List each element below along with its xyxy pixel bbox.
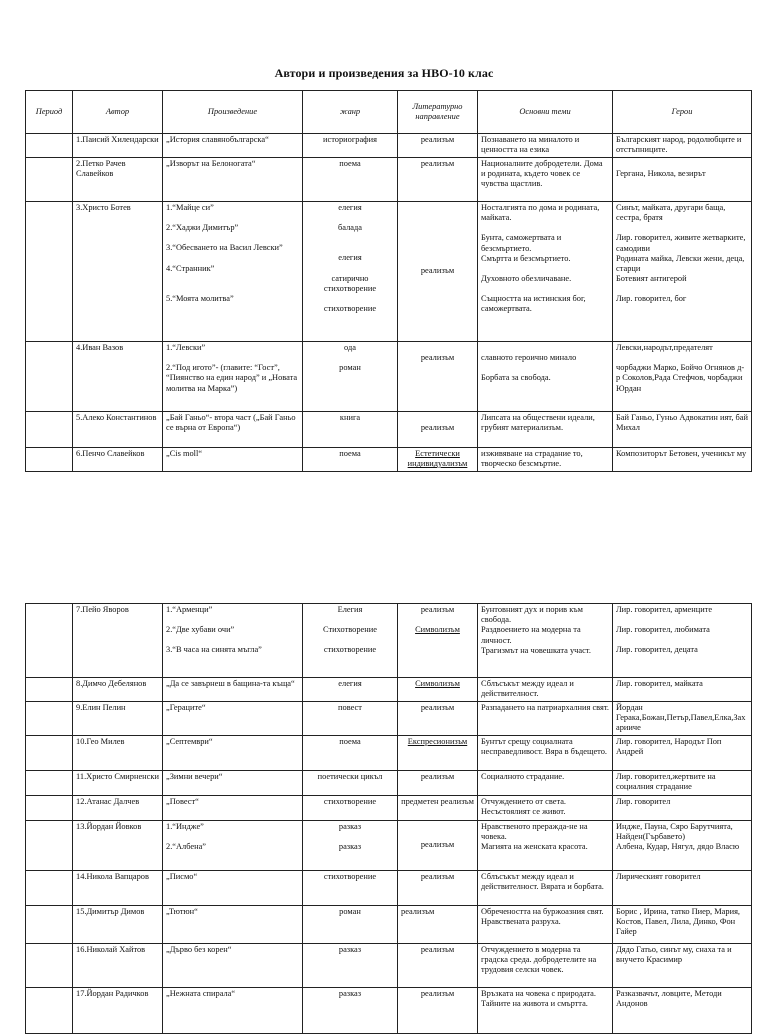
themes-cell: Националните добродетели. Дома и родината, където човек се чувства щастлив.	[478, 158, 613, 202]
genre-cell: повест	[303, 702, 398, 736]
direction-cell: реализъм	[398, 202, 478, 342]
header-period: Период	[26, 91, 73, 134]
hero-item: чорбаджи Марко, Бойчо Огнянов д-р Соколов,Рада Стефчов, чорбаджи Юрдан	[616, 363, 745, 393]
genre-cell: поема	[303, 735, 398, 770]
header-themes: Основни теми	[478, 91, 613, 134]
work-cell: „Изворът на Белоногата“	[163, 158, 303, 202]
period-cell	[26, 795, 73, 820]
header-genre: жанр	[303, 91, 398, 134]
hero-item: Лир. говорител, любимата	[616, 625, 710, 635]
author-cell: 10.Гео Милев	[73, 735, 163, 770]
header-author: Автор	[73, 91, 163, 134]
hero-item: Лир. говорител, децата	[616, 645, 698, 655]
author-cell: 8.Димчо Дебелянов	[73, 678, 163, 702]
heroes-cell: Лир. говорител,жертвите на социалния страдание	[613, 770, 752, 795]
theme-item: Носталгията по дома и родината, майката.	[481, 203, 600, 223]
hero-item: Лир. говорител, живите жетварките, самодиви	[616, 233, 746, 253]
work-cell: „Нежната спирала“	[163, 987, 303, 1033]
theme-item: Нравственото преражда-не на човека.	[481, 821, 588, 841]
theme-item: Магията на женската красота.	[481, 842, 588, 852]
work-item: 2.“Албена”	[166, 841, 207, 851]
heroes-cell	[613, 158, 752, 202]
table-row	[26, 905, 752, 943]
genre-cell: поема	[303, 448, 398, 472]
genre-item: елегия	[338, 203, 362, 212]
work-cell: „Бай Ганьо“- втора част („Бай Ганьо се върна от Европа“)	[163, 412, 303, 448]
hero-item: Родината майка, Левски жени, деца, старци	[616, 253, 745, 274]
heroes-cell	[613, 604, 752, 678]
table-row	[26, 770, 752, 795]
table-row	[26, 412, 752, 448]
themes-cell: Липсата на обществени идеали, грубият материализъм.	[478, 412, 613, 448]
themes-cell: Бунтът срещу социалната несправедливост. Вяра в бъдещето.	[478, 735, 613, 770]
work-item: 2.“Хаджи Димитър”	[166, 223, 239, 233]
genre-cell: роман	[303, 905, 398, 943]
heroes-text: Гергана, Никола, везирът	[616, 169, 706, 178]
table-row	[26, 158, 752, 202]
genre-cell: стихотворение	[303, 795, 398, 820]
period-cell	[26, 820, 73, 870]
work-cell	[163, 820, 303, 870]
direction-cell: Експресионизъм	[398, 735, 478, 770]
author-cell: 15.Димитър Димов	[73, 905, 163, 943]
authors-table-part-2	[25, 603, 752, 1034]
themes-cell: Сблъсъкът между идеал и действителност.	[478, 678, 613, 702]
direction-item: реализъм	[420, 605, 455, 614]
hero-item: Синът, майката, другари баща, сестра, братя	[616, 203, 726, 223]
genre-item: стихотворение	[323, 304, 377, 314]
genre-item: ода	[344, 343, 356, 352]
work-item: 3.“В часа на синята мъгла”	[166, 645, 262, 655]
themes-cell	[478, 604, 613, 678]
genre-cell: книга	[303, 412, 398, 448]
work-item: 4.“Странник”	[166, 263, 215, 273]
themes-cell: Разпадането на патриархалния свят.	[478, 702, 613, 736]
table-row	[26, 702, 752, 736]
heroes-cell	[613, 820, 752, 870]
table-row	[26, 870, 752, 905]
genre-cell	[303, 342, 398, 412]
authors-table-part-1	[25, 90, 752, 472]
themes-cell: изживяване на страдание то, творческо безсмъртие.	[478, 448, 613, 472]
genre-cell: разказ	[303, 987, 398, 1033]
hero-item: Индже, Пауна, Сяро Барутчията, Найден(Гърбавето)	[616, 821, 733, 841]
themes-cell: Отчуждението от света. Несъстоялият се живот.	[478, 795, 613, 820]
heroes-cell	[613, 342, 752, 412]
direction-cell: реализъм	[398, 134, 478, 158]
work-cell: „Дърво без корен“	[163, 943, 303, 987]
header-heroes: Герои	[613, 91, 752, 134]
direction-cell: реализъм	[398, 987, 478, 1033]
author-cell: 6.Пенчо Славейков	[73, 448, 163, 472]
direction-cell: реализъм	[398, 158, 478, 202]
heroes-cell: Лир. говорител	[613, 795, 752, 820]
direction-cell: Естетически индивидуализъм	[398, 448, 478, 472]
genre-item: разказ	[338, 821, 362, 831]
period-cell	[26, 604, 73, 678]
author-cell: 9.Елин Пелин	[73, 702, 163, 736]
themes-cell: Връзката на човека с природата. Тайните на живота и смъртта.	[478, 987, 613, 1033]
author-cell: 1.Паисий Хилендарски	[73, 134, 163, 158]
themes-cell	[478, 820, 613, 870]
themes-cell: Познаването на миналото и ценността на езика	[478, 134, 613, 158]
direction-cell: реализъм	[398, 905, 478, 943]
heroes-cell: Разказвачът, ловците, Методи Андонов	[613, 987, 752, 1033]
heroes-cell	[613, 202, 752, 342]
work-item: 1.“Индже”	[166, 821, 204, 831]
genre-item: сатирично стихотворение	[323, 273, 377, 293]
work-cell: „Повест“	[163, 795, 303, 820]
heroes-cell: Дядо Гатьо, синът му, снаха та и внучето Красимир	[613, 943, 752, 987]
theme-item: Същността на истинския бог, саможертвата.	[481, 294, 586, 314]
period-cell	[26, 905, 73, 943]
theme-item: Раздвоението на модерна та личност.	[481, 625, 581, 645]
genre-item: Елегия	[337, 605, 363, 614]
table-row	[26, 134, 752, 158]
work-cell	[163, 604, 303, 678]
work-item: 1.“Майце си”	[166, 203, 214, 212]
genre-item: разказ	[338, 841, 362, 851]
direction-cell: реализъм	[398, 702, 478, 736]
hero-item: Лир. говорител, арменците	[616, 605, 713, 614]
genre-item: елегия	[338, 253, 362, 263]
direction-text: реализъм	[420, 423, 455, 432]
period-cell	[26, 987, 73, 1033]
period-cell	[26, 702, 73, 736]
author-cell: 12.Атанас Далчев	[73, 795, 163, 820]
period-cell	[26, 735, 73, 770]
direction-cell	[398, 604, 478, 678]
themes-cell: Отчуждението в модерна та градска среда. добродетелите на трудовия селски човек.	[478, 943, 613, 987]
table-row	[26, 604, 752, 678]
work-cell	[163, 202, 303, 342]
genre-item: балада	[338, 223, 362, 233]
period-cell	[26, 448, 73, 472]
theme-item: Духовното обезличаване.	[481, 274, 572, 284]
direction-cell: реализъм	[398, 870, 478, 905]
work-item: 2.“Под игото”- (главите: “Гост”, “Пиянство на един народ” и „Новата молитва на Марка”)	[166, 363, 298, 393]
header-direction: Литературно направление	[398, 91, 478, 134]
themes-cell: Социалното страдание.	[478, 770, 613, 795]
table-row	[26, 987, 752, 1033]
theme-item: Трагизмът на човешката участ.	[481, 645, 591, 655]
heroes-cell: Борис , Ирина, татко Пиер, Мария, Костов, Павел, Лила, Динко, Фон Гайер	[613, 905, 752, 943]
work-cell: „История славянобългарска“	[163, 134, 303, 158]
genre-item: роман	[339, 363, 361, 373]
work-cell: „Септември“	[163, 735, 303, 770]
genre-cell: разказ	[303, 943, 398, 987]
period-cell	[26, 342, 73, 412]
theme-item: Смъртта и безсмъртието.	[481, 253, 571, 263]
genre-cell	[303, 604, 398, 678]
work-cell: „Да се завърнеш в бащина-та къща“	[163, 678, 303, 702]
author-cell: 4.Иван Вазов	[73, 342, 163, 412]
work-item: 2.“Две хубави очи”	[166, 625, 235, 635]
genre-cell: поема	[303, 158, 398, 202]
heroes-cell: Лир. говорител, Народът Поп Андрей	[613, 735, 752, 770]
work-item: 5.“Моята молитва”	[166, 293, 234, 303]
author-cell: 3.Христо Ботев	[73, 202, 163, 342]
work-cell	[163, 342, 303, 412]
author-cell: 14.Никола Вапцаров	[73, 870, 163, 905]
table-header-row	[26, 91, 752, 134]
period-cell	[26, 678, 73, 702]
direction-cell: Символизъм	[398, 678, 478, 702]
direction-cell: реализъм	[398, 943, 478, 987]
period-cell	[26, 770, 73, 795]
theme-item: Бунта, саможертвата и безсмъртието.	[481, 233, 562, 253]
table-row	[26, 342, 752, 412]
hero-item: Лир. говорител, бог	[616, 294, 687, 304]
period-cell	[26, 202, 73, 342]
genre-cell	[303, 820, 398, 870]
heroes-cell: Бай Ганьо, Гуньо Адвокатин ият, бай Михал	[613, 412, 752, 448]
direction-cell	[398, 342, 478, 412]
table-row	[26, 820, 752, 870]
heroes-cell: Българският народ, родолюбците и отстъпниците.	[613, 134, 752, 158]
themes-cell	[478, 202, 613, 342]
genre-cell: поетически цикъл	[303, 770, 398, 795]
direction-cell: предметен реализъм	[398, 795, 478, 820]
genre-cell: стихотворение	[303, 870, 398, 905]
table-row	[26, 202, 752, 342]
author-cell: 7.Пейо Яворов	[73, 604, 163, 678]
author-cell: 13.Йордан Йовков	[73, 820, 163, 870]
direction-item: Символизъм	[415, 625, 460, 635]
heroes-cell: Лир. говорител, майката	[613, 678, 752, 702]
work-cell: „Cis moll“	[163, 448, 303, 472]
work-item: 3.“Обесването на Васил Левски”	[166, 243, 283, 253]
work-item: 1.“Арменци”	[166, 605, 213, 614]
heroes-cell: Композиторът Бетовен, ученикът му	[613, 448, 752, 472]
heroes-cell: Лирическият говорител	[613, 870, 752, 905]
hero-item: Албена, Кудар, Нягул, дядо Власю	[616, 842, 740, 852]
period-cell	[26, 412, 73, 448]
work-cell: „Писмо“	[163, 870, 303, 905]
genre-item: стихотворение	[323, 645, 377, 655]
author-cell: 2.Петко Рачев Славейков	[73, 158, 163, 202]
work-cell: „Тютюн“	[163, 905, 303, 943]
work-cell: „Гераците“	[163, 702, 303, 736]
table-row	[26, 448, 752, 472]
header-work: Произведение	[163, 91, 303, 134]
period-cell	[26, 134, 73, 158]
genre-cell: елегия	[303, 678, 398, 702]
author-cell: 5.Алеко Константинов	[73, 412, 163, 448]
themes-cell	[478, 342, 613, 412]
page-title: Автори и произведения за НВО-10 клас	[274, 66, 494, 80]
period-cell	[26, 870, 73, 905]
direction-cell: реализъм	[398, 770, 478, 795]
theme-item: славното героично минало	[481, 353, 577, 362]
table-row	[26, 795, 752, 820]
genre-cell	[303, 202, 398, 342]
author-cell: 11.Христо Смирненски	[73, 770, 163, 795]
table-row	[26, 735, 752, 770]
themes-cell: Сблъсъкът между идеал и действителност. Вярата и борбата.	[478, 870, 613, 905]
direction-cell	[398, 412, 478, 448]
work-item: 1.“Левски”	[166, 343, 206, 352]
heroes-cell: Йордан Геракa,Божан,Петър,Павел,Елка,Захарииче	[613, 702, 752, 736]
direction-cell: реализъм	[398, 820, 478, 870]
direction-text: реализъм	[420, 353, 455, 362]
period-cell	[26, 943, 73, 987]
genre-cell: историография	[303, 134, 398, 158]
author-cell: 16.Николай Хайтов	[73, 943, 163, 987]
period-cell	[26, 158, 73, 202]
themes-cell: Обречеността на буржоазния свят. Нравствената разруха.	[478, 905, 613, 943]
theme-item: Бунтовният дух и порив към свобода.	[481, 605, 583, 625]
hero-item: Левски,народът,предателят	[616, 343, 713, 352]
table-row	[26, 678, 752, 702]
work-cell: „Зимни вечери“	[163, 770, 303, 795]
table-row	[26, 943, 752, 987]
hero-item: Ботевият антигерой	[616, 274, 687, 284]
author-cell: 17.Йордан Радичков	[73, 987, 163, 1033]
theme-item: Борбата за свобода.	[481, 373, 551, 383]
genre-item: Стихотворение	[323, 625, 377, 635]
